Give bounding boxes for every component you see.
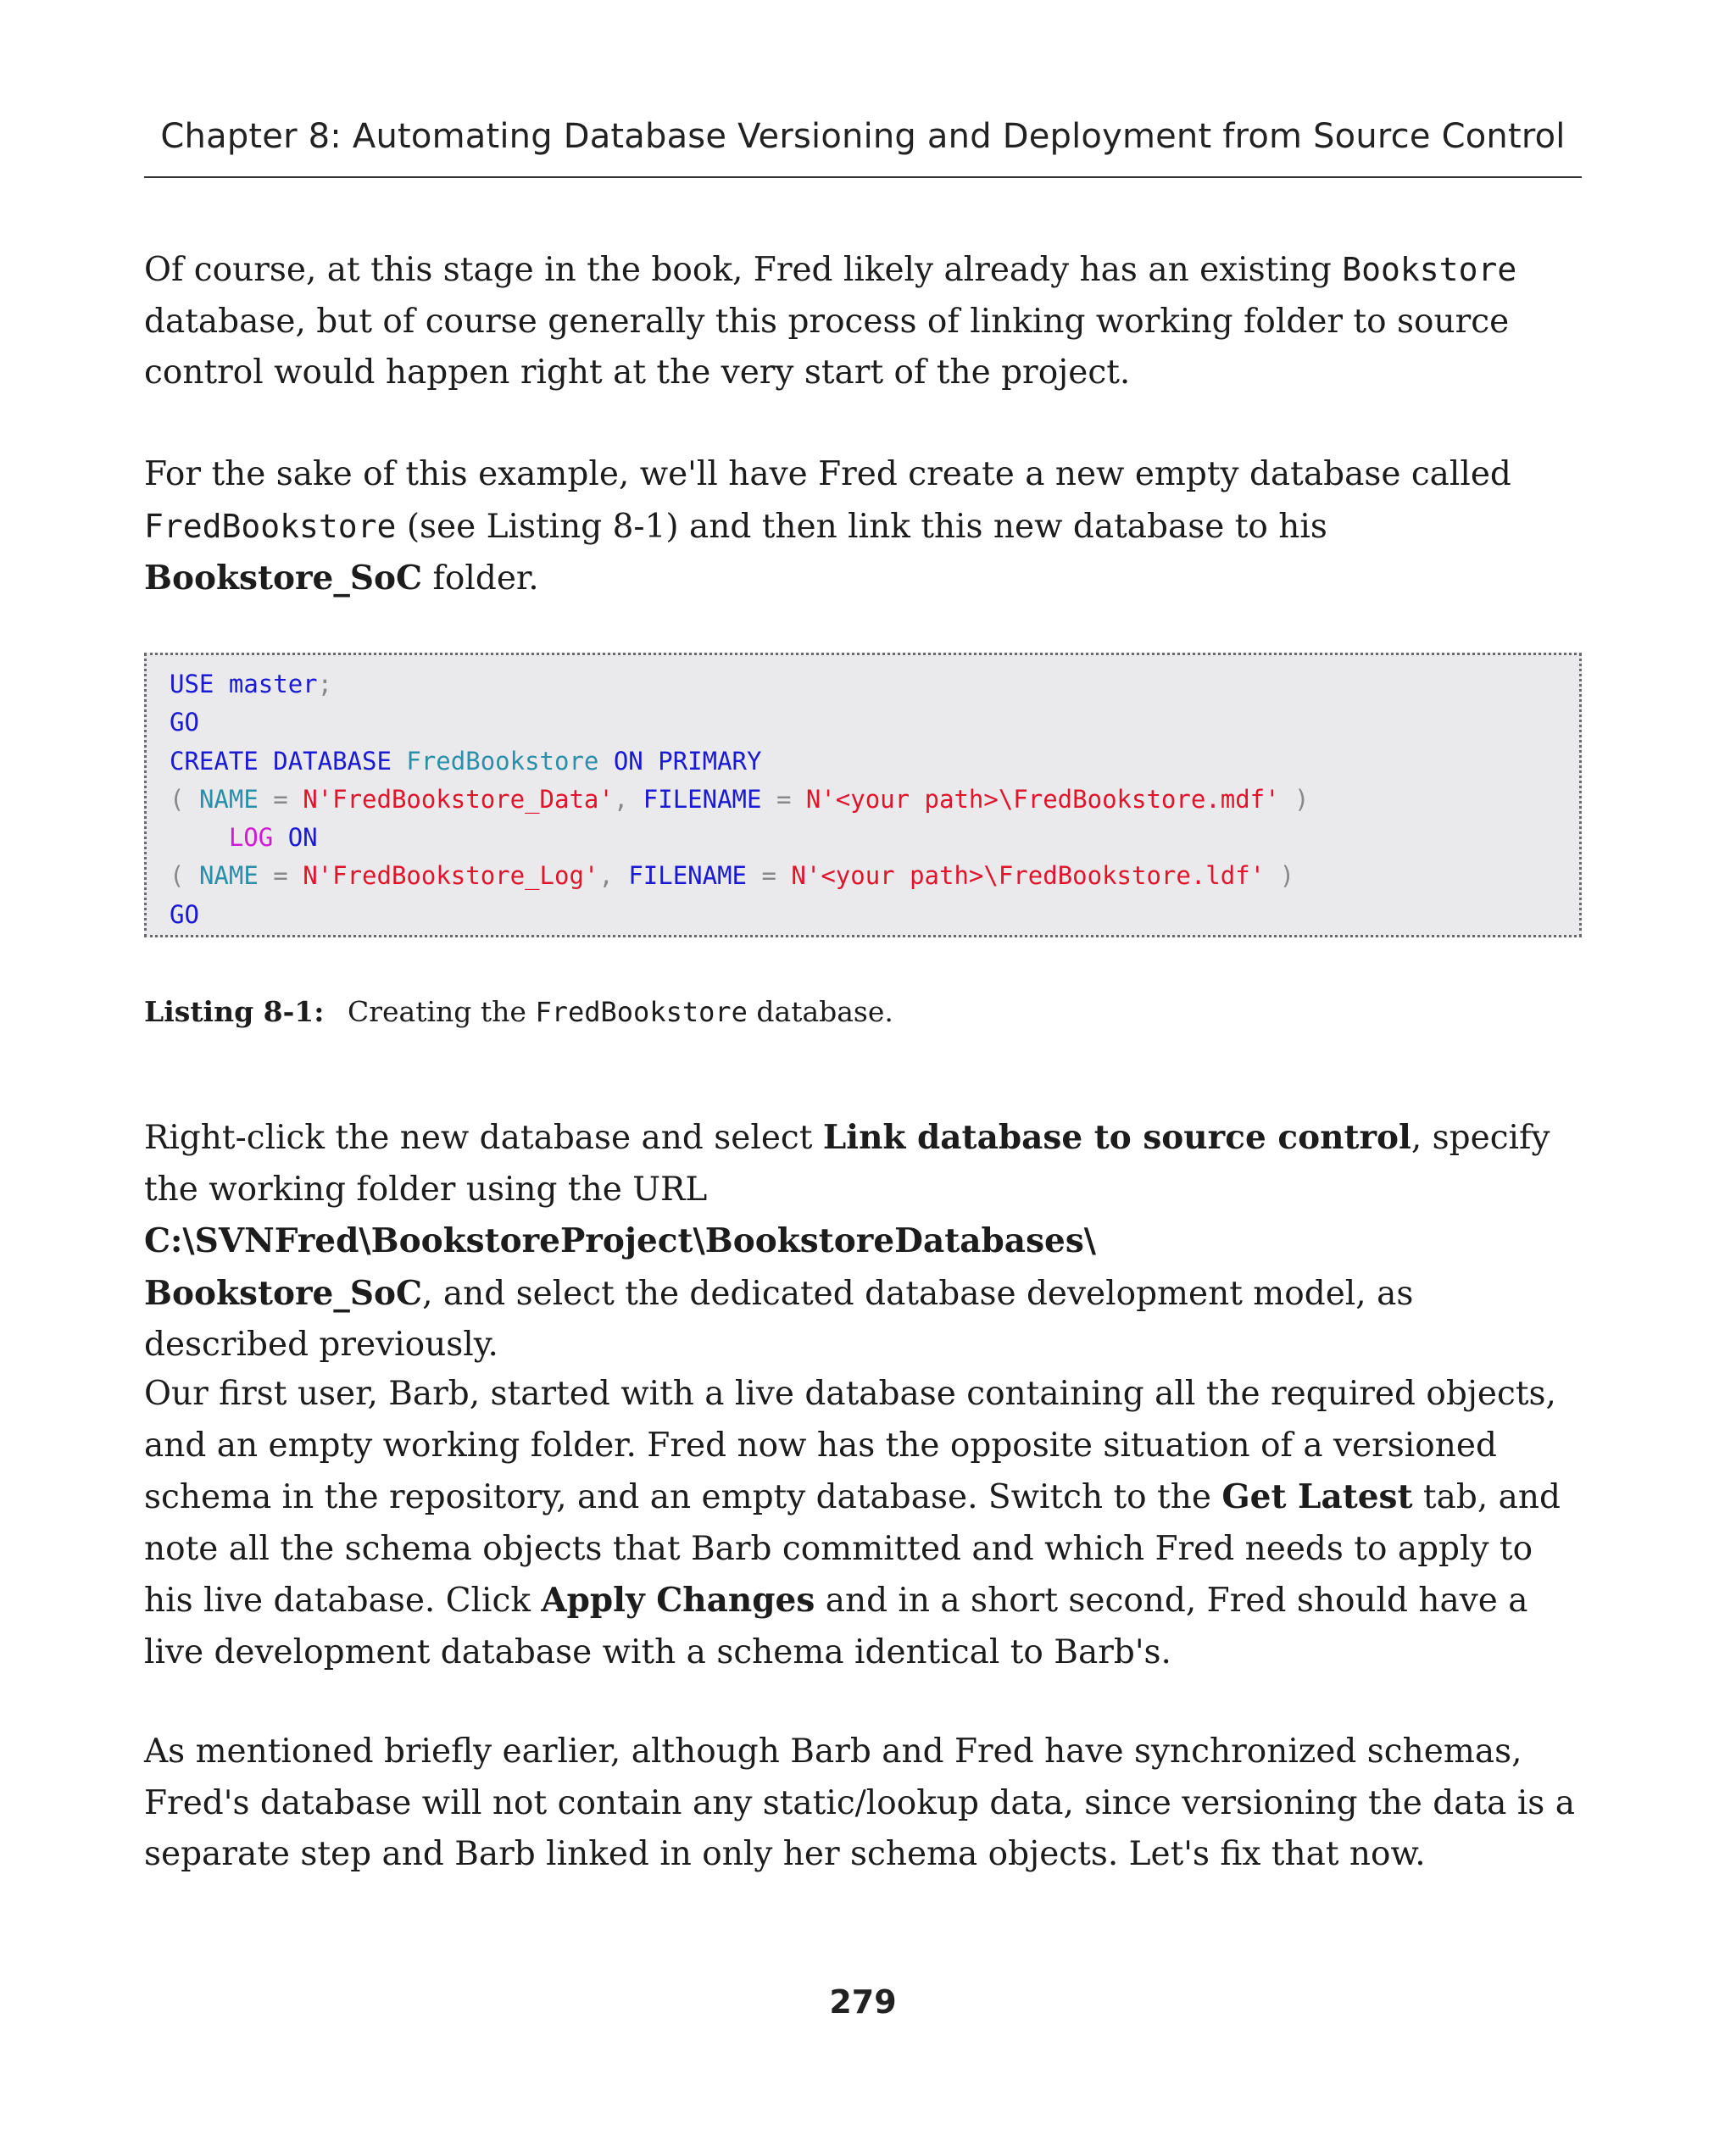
code-token bbox=[628, 785, 643, 814]
text-run: folder. bbox=[422, 559, 539, 598]
bold-term: Apply Changes bbox=[541, 1581, 815, 1620]
code-token bbox=[791, 785, 805, 814]
code-line bbox=[170, 857, 1579, 895]
code-token bbox=[259, 747, 273, 776]
code-token: FILENAME bbox=[628, 861, 748, 891]
code-token: N'<your path>\FredBookstore.mdf' bbox=[805, 784, 1280, 814]
page-number: 279 bbox=[829, 1983, 897, 2021]
code-token: = bbox=[273, 861, 288, 891]
code-token: USE bbox=[170, 670, 214, 698]
paragraph-4 bbox=[144, 1369, 1582, 1678]
code-token: , bbox=[598, 861, 614, 891]
code-listing bbox=[144, 653, 1582, 937]
code-token bbox=[259, 785, 273, 814]
code-token: ; bbox=[317, 670, 333, 698]
code-token bbox=[598, 747, 613, 776]
caption-text: database. bbox=[747, 995, 893, 1028]
code-token: ) bbox=[1279, 861, 1295, 891]
text-run: As mentioned briefly earlier, although Barb and Fred have synchronized schemas, Fred's database will not contain any static/lookup data, since versioning the data is a separate step and Barb linked in only her schema objects. Let's fix that now. bbox=[144, 1732, 1575, 1873]
code-token: FILENAME bbox=[643, 784, 762, 814]
code-token: N'<your path>\FredBookstore.ldf' bbox=[791, 861, 1266, 891]
code-token: CREATE bbox=[170, 746, 259, 776]
inline-code: Bookstore bbox=[1342, 251, 1517, 288]
code-token: master bbox=[228, 670, 318, 698]
code-token bbox=[273, 823, 287, 852]
code-token: = bbox=[776, 784, 792, 814]
code-token bbox=[392, 747, 406, 776]
code-line bbox=[170, 742, 1579, 781]
code-line bbox=[170, 819, 1579, 857]
text-run: database, but of course generally this process of linking working folder to source control would happen right at the very start of the project. bbox=[144, 302, 1510, 392]
caption-label: Listing 8-1: bbox=[144, 995, 325, 1028]
paragraph-2 bbox=[144, 449, 1582, 605]
code-token bbox=[614, 861, 628, 890]
text-run: tab, and note all the schema objects that Barb committed and which Fred needs to apply to his live database. Click bbox=[144, 1478, 1561, 1620]
running-head: Chapter 8: Automating Database Versioning and Deployment from Source Control bbox=[160, 117, 1566, 156]
code-token: ( bbox=[170, 861, 185, 891]
bold-term: Link database to source control bbox=[822, 1118, 1411, 1157]
text-run: , specify the working folder using the URL bbox=[144, 1119, 1550, 1209]
code-token bbox=[170, 823, 229, 852]
code-token: = bbox=[761, 861, 776, 891]
code-line bbox=[170, 781, 1579, 819]
code-token: ON bbox=[287, 823, 318, 853]
paragraph-3 bbox=[144, 1112, 1582, 1371]
code-token: GO bbox=[170, 708, 199, 737]
code-token: = bbox=[273, 784, 288, 814]
code-token: NAME bbox=[198, 784, 259, 814]
code-line bbox=[170, 665, 1579, 703]
code-token: GO bbox=[170, 899, 199, 929]
text-run: , and select the dedicated database development model, as described previously. bbox=[144, 1274, 1414, 1364]
paragraph-5 bbox=[144, 1727, 1582, 1881]
code-token bbox=[1280, 785, 1294, 814]
code-token: N'FredBookstore_Log' bbox=[303, 861, 599, 891]
code-token bbox=[259, 861, 273, 890]
code-token bbox=[776, 861, 791, 890]
bold-term: Get Latest bbox=[1221, 1477, 1413, 1516]
inline-code: FredBookstore bbox=[144, 507, 397, 545]
code-token: ( bbox=[170, 784, 185, 814]
code-token: NAME bbox=[198, 861, 259, 891]
code-token: N'FredBookstore_Data' bbox=[303, 784, 614, 814]
text-run: (see Listing 8-1) and then link this new database to his bbox=[396, 507, 1327, 546]
caption-code: FredBookstore bbox=[535, 996, 748, 1028]
code-token bbox=[747, 861, 761, 890]
code-token bbox=[1265, 861, 1279, 890]
code-token bbox=[184, 861, 198, 890]
caption-text: Creating the bbox=[348, 995, 536, 1028]
code-line bbox=[170, 896, 1579, 934]
code-token: ) bbox=[1294, 784, 1310, 814]
code-token bbox=[214, 670, 228, 698]
code-token: , bbox=[613, 784, 629, 814]
code-token: DATABASE bbox=[273, 746, 392, 776]
bold-path: C:\SVNFred\BookstoreProject\BookstoreDatabases\ bbox=[144, 1221, 1097, 1260]
code-line bbox=[170, 703, 1579, 742]
text-run: and in a short second, Fred should have a live development database with a schema identical to Barb's. bbox=[144, 1582, 1528, 1671]
code-token bbox=[288, 861, 303, 890]
text-run: Of course, at this stage in the book, Fred likely already has an existing bbox=[144, 251, 1343, 289]
text-run: For the sake of this example, we'll have Fred create a new empty database called bbox=[144, 455, 1511, 493]
bold-term: Bookstore_SoC bbox=[144, 559, 423, 598]
listing-caption bbox=[144, 992, 1582, 1032]
code-token bbox=[288, 785, 303, 814]
header-rule bbox=[144, 176, 1582, 178]
code-token: ON bbox=[613, 746, 643, 776]
text-run: Right-click the new database and select bbox=[144, 1119, 823, 1157]
code-token: PRIMARY bbox=[658, 746, 762, 776]
code-token: FredBookstore bbox=[406, 746, 599, 776]
bold-term: Bookstore_SoC bbox=[144, 1273, 423, 1313]
code-token bbox=[643, 747, 658, 776]
paragraph-1 bbox=[144, 244, 1582, 399]
text-run: Our first user, Barb, started with a live database containing all the required objects, and an empty working folder. Fred now has the opposite situation of a versioned schema in the repository, and an empty database. Switch to the bbox=[144, 1375, 1556, 1516]
code-token: LOG bbox=[228, 823, 274, 853]
code-token bbox=[761, 785, 776, 814]
code-token bbox=[184, 785, 198, 814]
